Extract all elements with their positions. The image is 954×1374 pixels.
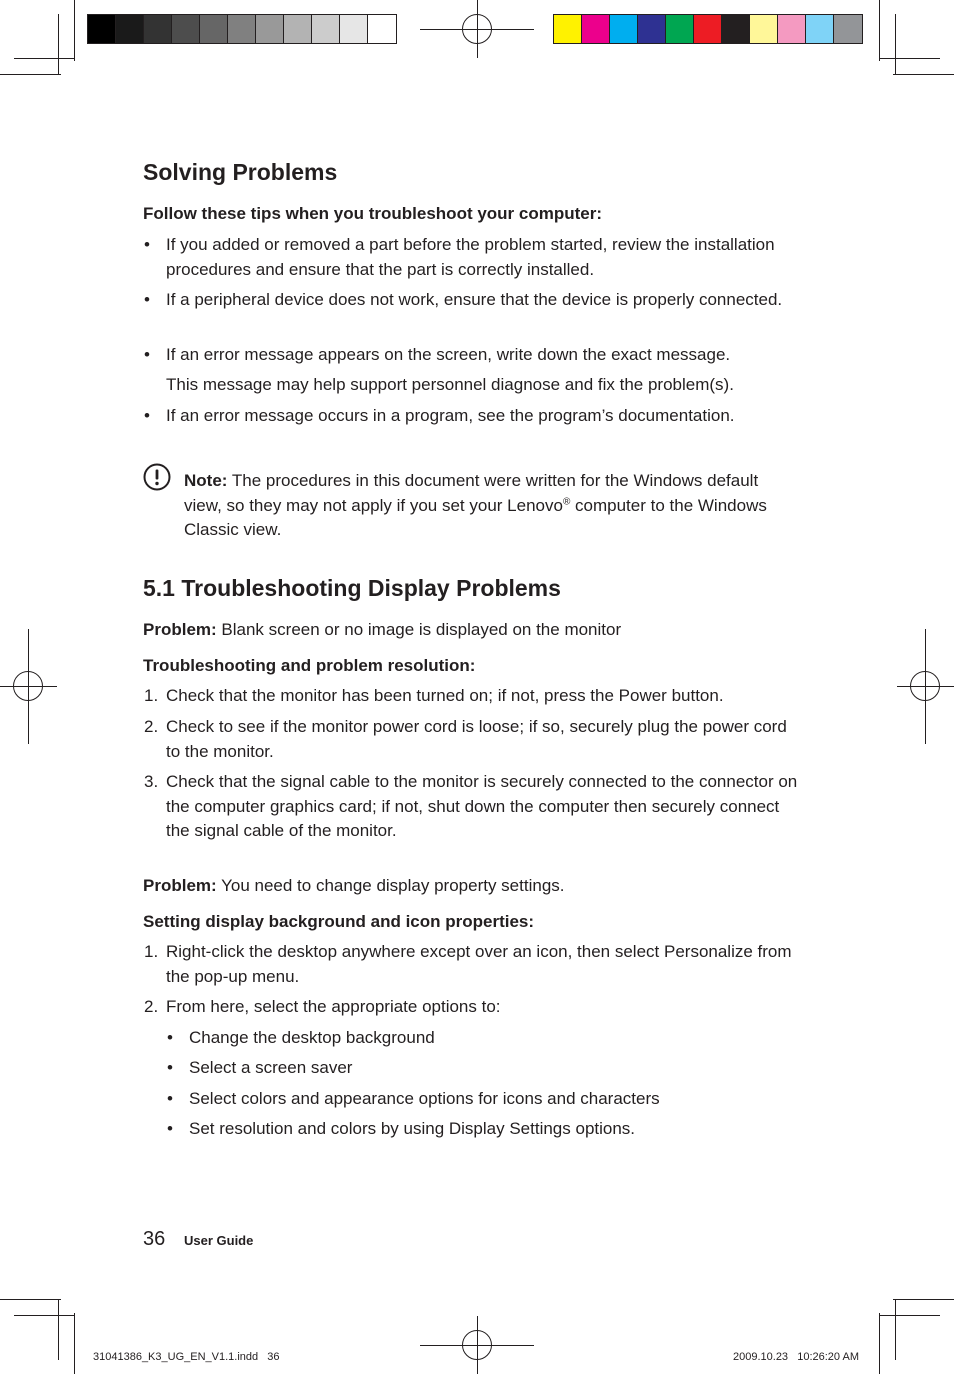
- step-number: 1.: [144, 942, 159, 961]
- list-item: • If you added or removed a part before the problem started, review the installation procedures and ensure that the part is correctly installed.: [144, 233, 804, 282]
- option-text: Select a screen saver: [189, 1058, 353, 1077]
- resolution-heading: Troubleshooting and problem resolution:: [143, 656, 476, 675]
- slug-file-info: 31041386_K3_UG_EN_V1.1.indd 36: [93, 1351, 280, 1363]
- list-item: • If an error message appears on the screen, write down the exact message.: [144, 343, 804, 368]
- gray-color-bar: [87, 14, 397, 44]
- gray-swatch: [200, 15, 228, 43]
- step-text: Check that the signal cable to the monitor is securely connected to the connector on the computer graphics card; if not, shut down the computer then securely connect the signal cable of the monitor.: [166, 772, 798, 840]
- list-item: • If an error message occurs in a program, see the program’s documentation.: [144, 404, 804, 429]
- list-item-text: If an error message appears on the screen, write down the exact message.: [166, 345, 731, 364]
- list-item-continuation: This message may help support personnel diagnose and fix the problem(s).: [166, 375, 734, 394]
- process-swatch: [666, 15, 694, 43]
- step-text: Check that the monitor has been turned on; if not, press the Power button.: [166, 686, 724, 705]
- step-number: 2.: [144, 997, 159, 1016]
- settings-heading: Setting display background and icon properties:: [143, 912, 535, 931]
- problem-2: [143, 874, 565, 899]
- step-item: [144, 684, 804, 709]
- process-swatch: [582, 15, 610, 43]
- option-text: Change the desktop background: [189, 1028, 435, 1047]
- step-number: 3.: [144, 772, 159, 791]
- step-number: 1.: [144, 686, 159, 705]
- process-swatch: [722, 15, 750, 43]
- note-text: The procedures in this document were written for the Windows default view, so they may not apply if you set your Lenovo: [184, 471, 759, 515]
- problem-1: [143, 618, 621, 643]
- page-number: 36: [143, 1228, 166, 1250]
- note-paragraph: [184, 469, 794, 543]
- gray-swatch: [144, 15, 172, 43]
- problem-label: Problem:: [143, 876, 217, 895]
- gray-swatch: [368, 15, 396, 43]
- process-swatch: [610, 15, 638, 43]
- option-text: Select colors and appearance options for icons and characters: [189, 1089, 660, 1108]
- process-swatch: [778, 15, 806, 43]
- list-item: • If a peripheral device does not work, ensure that the device is properly connected.: [144, 288, 804, 313]
- gray-swatch: [284, 15, 312, 43]
- gray-swatch: [312, 15, 340, 43]
- note-label: Note:: [184, 471, 228, 490]
- problem-label: Problem:: [143, 620, 217, 639]
- step-item: [144, 995, 804, 1020]
- tips-intro: Follow these tips when you troubleshoot your computer:: [143, 204, 603, 223]
- option-item: • Change the desktop background: [167, 1026, 787, 1051]
- step-item: [144, 940, 804, 989]
- list-item-text: If a peripheral device does not work, ensure that the device is properly connected.: [166, 290, 783, 309]
- process-color-bar: [553, 14, 863, 44]
- process-swatch: [750, 15, 778, 43]
- list-item-text: If you added or removed a part before the problem started, review the installation procedures and ensure that the part is correctly installed.: [166, 235, 775, 279]
- section-title-display-problems: 5.1 Troubleshooting Display Problems: [143, 575, 561, 601]
- option-text: Set resolution and colors by using Display Settings options.: [189, 1119, 636, 1138]
- problem-text: You need to change display property settings.: [216, 876, 565, 895]
- note-alert-icon: [143, 463, 171, 491]
- step-item: [144, 770, 804, 844]
- process-swatch: [806, 15, 834, 43]
- registered-mark: ®: [562, 495, 571, 507]
- step-item: [144, 715, 804, 764]
- process-swatch: [554, 15, 582, 43]
- gray-swatch: [172, 15, 200, 43]
- note-text-end: computer to the Windows Classic view.: [184, 495, 767, 539]
- option-item: • Set resolution and colors by using Display Settings options.: [167, 1117, 787, 1142]
- step-text: Check to see if the monitor power cord is loose; if so, securely plug the power cord to the monitor.: [166, 717, 787, 761]
- option-item: • Select colors and appearance options for icons and characters: [167, 1087, 787, 1112]
- gray-swatch: [116, 15, 144, 43]
- process-swatch: [694, 15, 722, 43]
- gray-swatch: [340, 15, 368, 43]
- gray-swatch: [256, 15, 284, 43]
- list-item-text: If an error message occurs in a program, see the program’s documentation.: [166, 406, 735, 425]
- gray-swatch: [88, 15, 116, 43]
- footer-label: User Guide: [184, 1233, 254, 1248]
- section-title-solving-problems: Solving Problems: [143, 159, 338, 185]
- problem-text: Blank screen or no image is displayed on the monitor: [216, 620, 622, 639]
- option-item: • Select a screen saver: [167, 1056, 787, 1081]
- gray-swatch: [228, 15, 256, 43]
- step-text: From here, select the appropriate options to:: [166, 997, 501, 1016]
- step-number: 2.: [144, 717, 159, 736]
- slug-timestamp: 2009.10.23 10:26:20 AM: [733, 1351, 859, 1363]
- process-swatch: [638, 15, 666, 43]
- step-text: Right-click the desktop anywhere except over an icon, then select Personalize from the pop-up menu.: [166, 942, 792, 986]
- process-swatch: [834, 15, 862, 43]
